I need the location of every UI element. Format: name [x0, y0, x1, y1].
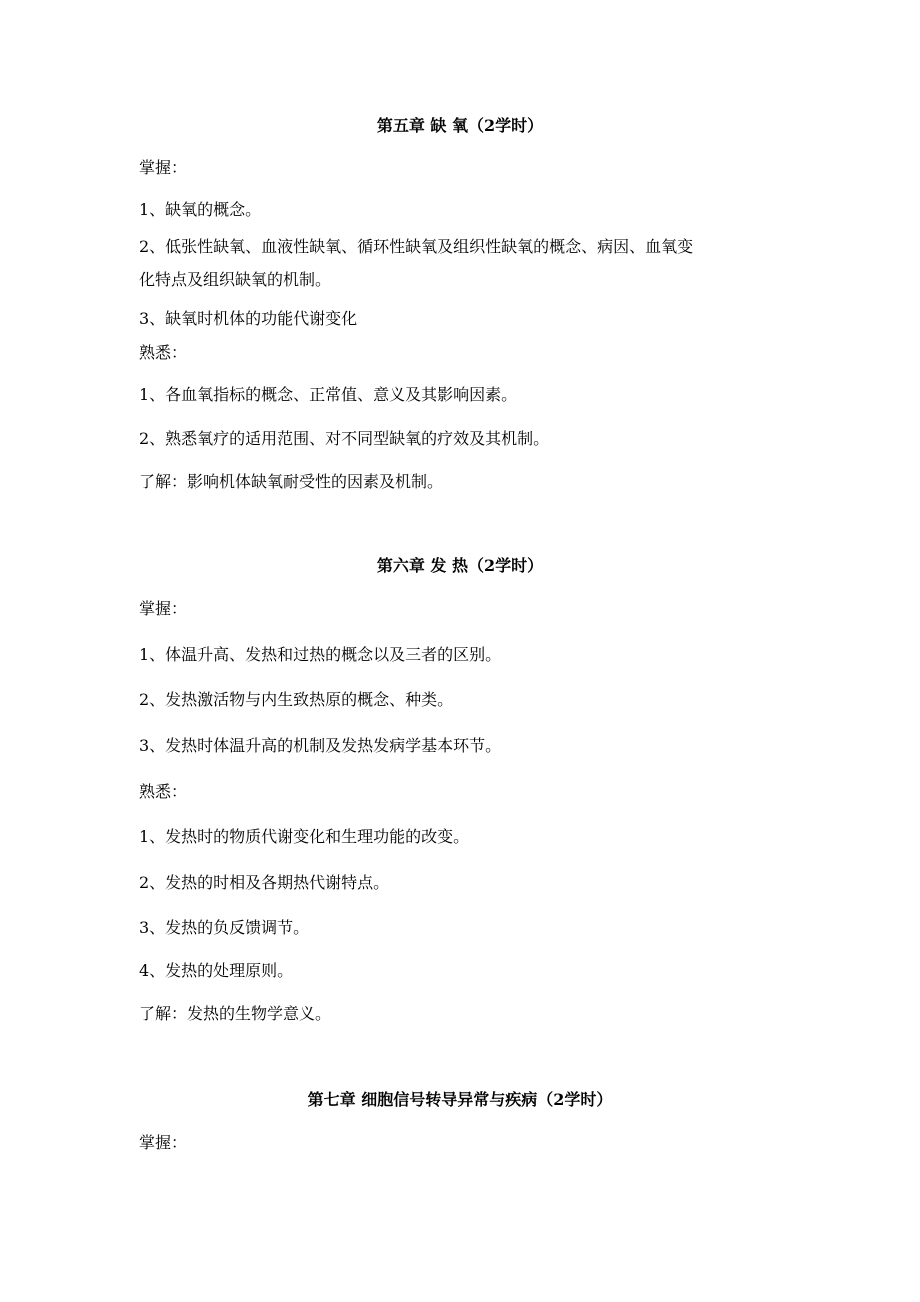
list-item: 1、发热时的物质代谢变化和生理功能的改变。 [139, 827, 470, 846]
section-label-familiar: 熟悉： [139, 782, 188, 801]
list-item: 2、低张性缺氧、血液性缺氧、循环性缺氧及组织性缺氧的概念、病因、血氧变 [139, 237, 694, 256]
list-item: 3、发热时体温升高的机制及发热发病学基本环节。 [139, 736, 502, 755]
understand-line: 了解：影响机体缺氧耐受性的因素及机制。 [139, 472, 444, 491]
list-item: 1、各血氧指标的概念、正常值、意义及其影响因素。 [139, 385, 518, 404]
list-item: 2、发热的时相及各期热代谢特点。 [139, 873, 390, 892]
list-item: 化特点及组织缺氧的机制。 [139, 270, 332, 289]
section-label-master: 掌握： [139, 1133, 188, 1152]
list-item: 1、缺氧的概念。 [139, 200, 262, 219]
list-item: 2、发热激活物与内生致热原的概念、种类。 [139, 690, 454, 709]
section-label-master: 掌握： [139, 599, 188, 618]
list-item: 2、熟悉氧疗的适用范围、对不同型缺氧的疗效及其机制。 [139, 429, 550, 448]
chapter-title: 第七章 细胞信号转导异常与疾病（2学时） [307, 1090, 613, 1109]
section-label-familiar: 熟悉： [139, 343, 188, 362]
chapter-title: 第五章 缺 氧（2学时） [376, 116, 544, 135]
section-label-master: 掌握： [139, 158, 188, 177]
list-item: 4、发热的处理原则。 [139, 961, 294, 980]
list-item: 3、发热的负反馈调节。 [139, 918, 310, 937]
list-item: 3、缺氧时机体的功能代谢变化 [139, 309, 358, 328]
understand-line: 了解：发热的生物学意义。 [139, 1004, 332, 1023]
list-item: 1、体温升高、发热和过热的概念以及三者的区别。 [139, 645, 502, 664]
chapter-title: 第六章 发 热（2学时） [376, 556, 544, 575]
